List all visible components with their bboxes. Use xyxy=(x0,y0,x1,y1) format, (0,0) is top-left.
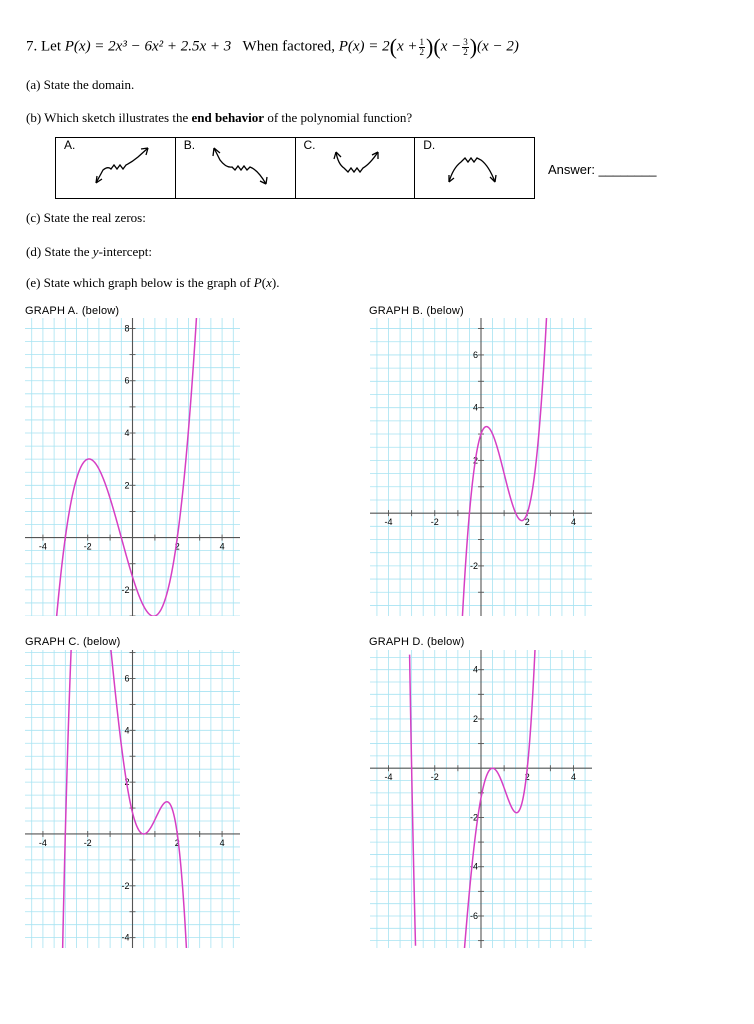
polynomial-definition: P(x) = 2x³ − 6x² + 2.5x + 3 xyxy=(64,38,232,55)
y-tick-label: -2 xyxy=(121,584,130,595)
y-tick-label: 6 xyxy=(124,673,130,684)
x-tick-label: -2 xyxy=(430,772,439,783)
sketch-b-drawing xyxy=(176,138,304,198)
x-tick-label: 2 xyxy=(524,517,530,528)
x-tick-label: 4 xyxy=(219,541,225,552)
factor3: (x − 2) xyxy=(477,38,519,55)
graph-c[interactable] xyxy=(25,650,240,948)
y-tick-label: 2 xyxy=(472,455,478,466)
fraction-three-halves: $\frac{3}{2}$ xyxy=(463,36,468,57)
x-tick-label: 4 xyxy=(570,772,577,783)
y-tick-label: 4 xyxy=(472,664,478,675)
part-a-text: (a) State the domain. xyxy=(26,77,135,92)
x-tick-label: 2 xyxy=(174,541,180,552)
y-tick-label: 2 xyxy=(124,777,130,788)
part-d-text: (d) State the y-intercept: xyxy=(26,244,152,259)
let-word: Let xyxy=(41,38,61,55)
polynomial-curve xyxy=(56,318,196,616)
graph-d[interactable] xyxy=(370,650,592,948)
question-number: 7. xyxy=(26,38,38,55)
y-tick-label: 6 xyxy=(472,349,478,360)
y-tick-label: -2 xyxy=(469,812,478,823)
graph-b[interactable] xyxy=(370,318,592,616)
y-tick-label: 2 xyxy=(124,480,130,491)
graph-d-label: GRAPH D. (below) xyxy=(369,636,465,648)
x-tick-label: 4 xyxy=(570,517,577,528)
factor2-left: x − xyxy=(440,38,462,55)
answer-label: Answer: ________ xyxy=(548,162,657,177)
answer-blank[interactable]: ________ xyxy=(598,162,657,177)
x-tick-label: 2 xyxy=(524,772,530,783)
polynomial-curve xyxy=(63,650,187,948)
part-e-text: (e) State which graph below is the graph of P(x). xyxy=(26,275,280,290)
when-factored-text: When factored, xyxy=(242,38,335,55)
x-tick-label: -4 xyxy=(384,772,393,783)
sketch-label-d: D. xyxy=(423,138,436,152)
x-tick-label: -4 xyxy=(38,837,47,848)
y-tick-label: 4 xyxy=(124,725,130,736)
y-tick-label: -6 xyxy=(469,910,478,921)
sketch-d-drawing xyxy=(415,138,515,198)
x-tick-label: 4 xyxy=(219,837,225,848)
y-tick-label: -4 xyxy=(121,932,130,943)
graph-a[interactable] xyxy=(25,318,240,616)
end-behavior-sketch-table xyxy=(55,137,535,199)
sketch-option-c[interactable] xyxy=(296,138,416,198)
factor1-left: x + xyxy=(397,38,418,55)
y-tick-label: -2 xyxy=(121,880,130,891)
sketch-label-b: B. xyxy=(183,138,196,152)
x-tick-label: -2 xyxy=(83,541,92,552)
sketch-label-c: C. xyxy=(303,138,316,152)
y-tick-label: 4 xyxy=(124,428,130,439)
x-tick-label: 2 xyxy=(174,837,180,848)
sketch-option-b[interactable] xyxy=(176,138,296,198)
sketch-a-drawing xyxy=(56,138,176,198)
sketch-option-a[interactable] xyxy=(56,138,176,198)
part-b-text: (b) Which sketch illustrates the end behavior of the polynomial function? xyxy=(26,110,413,125)
y-tick-label: 8 xyxy=(124,323,130,334)
sketch-option-d[interactable] xyxy=(415,138,534,198)
y-tick-label: -2 xyxy=(469,560,478,571)
y-tick-label: -4 xyxy=(469,861,478,872)
y-tick-label: 4 xyxy=(472,402,478,413)
graph-c-label: GRAPH C. (below) xyxy=(25,636,121,648)
graph-b-label: GRAPH B. (below) xyxy=(369,305,464,317)
x-tick-label: -2 xyxy=(83,837,92,848)
x-tick-label: -4 xyxy=(384,517,393,528)
y-tick-label: 6 xyxy=(124,375,130,386)
part-c-text: (c) State the real zeros: xyxy=(26,210,146,225)
graph-a-label: GRAPH A. (below) xyxy=(25,305,120,317)
question-title: 7. Let P(x) = 2x³ − 6x² + 2.5x + 3 When factored, P(x) = 2(x + $\frac{1}{2}$ )(x − $\frac{3}{2}$ )(x − 2) xyxy=(26,34,519,59)
x-tick-label: -2 xyxy=(430,517,439,528)
fraction-one-half: $\frac{1}{2}$ xyxy=(419,36,425,57)
x-tick-label: -4 xyxy=(38,541,47,552)
factored-prefix: P(x) = 2 xyxy=(338,38,390,55)
y-tick-label: 2 xyxy=(472,713,478,724)
sketch-c-drawing xyxy=(296,138,424,198)
sketch-label-a: A. xyxy=(64,138,76,152)
